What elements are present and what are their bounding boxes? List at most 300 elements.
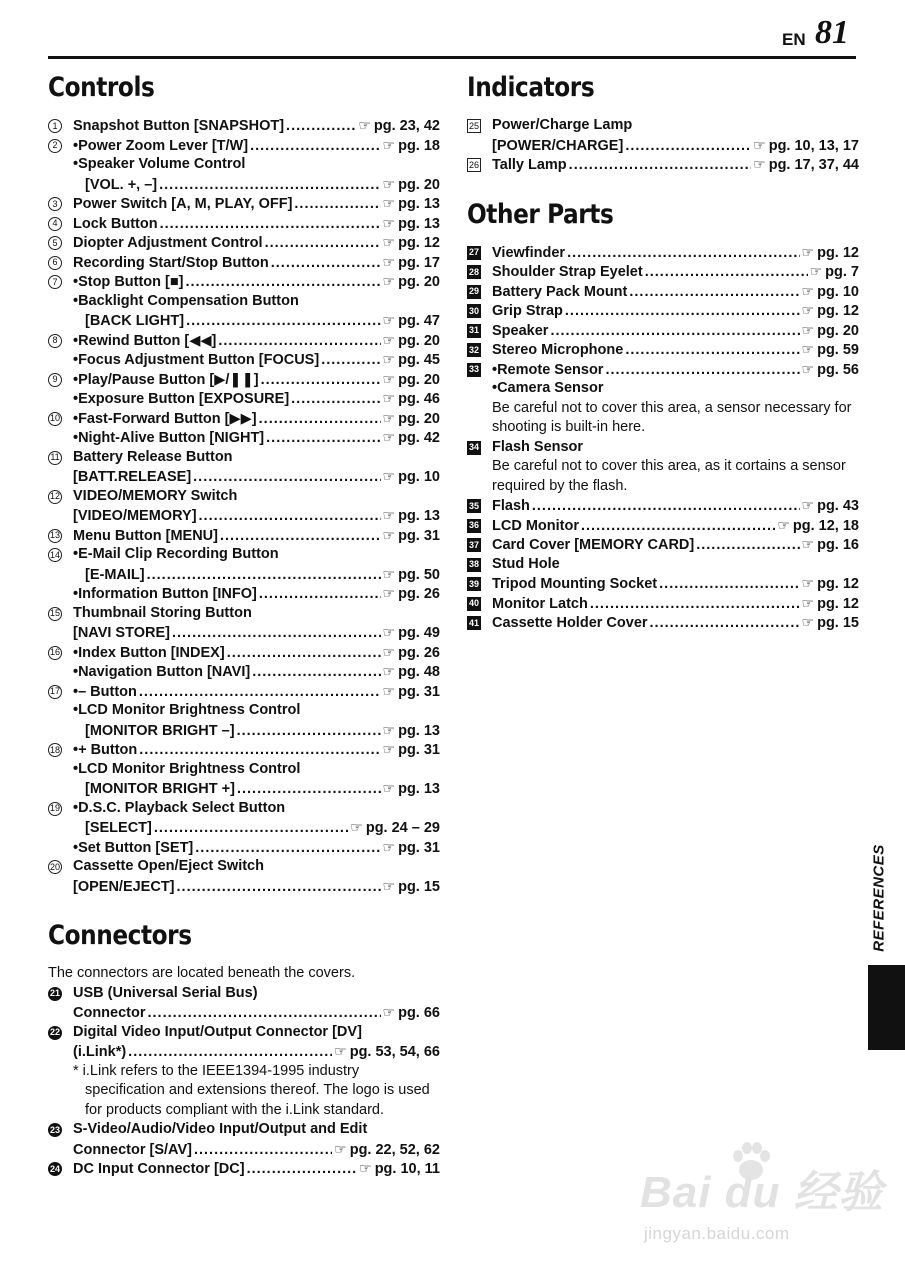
item-row <box>73 565 440 585</box>
item-label-row <box>73 1120 440 1140</box>
item-label: Speaker <box>492 322 549 339</box>
leader-dots <box>291 390 380 410</box>
leader-dots <box>237 722 381 742</box>
leader-dots <box>565 302 800 322</box>
list-item <box>467 613 859 633</box>
leader-dots <box>194 1141 332 1161</box>
item-label: •LCD Monitor Brightness Control <box>73 760 301 777</box>
item-number-marker: 30 <box>467 304 481 318</box>
item-label-row <box>73 701 440 721</box>
item-label: •Camera Sensor <box>492 380 604 396</box>
item-label: Battery Pack Mount <box>492 283 628 300</box>
list-item <box>467 282 859 302</box>
page-reference <box>802 321 859 342</box>
pointing-hand-icon: ☞ <box>382 643 396 660</box>
item-label: •Focus Adjustment Button [FOCUS] <box>73 352 320 368</box>
item-row <box>73 838 440 858</box>
list-item <box>467 535 859 555</box>
item-label: [SELECT] <box>85 820 152 836</box>
item-label: DC Input Connector [DC] <box>73 1161 245 1177</box>
pointing-hand-icon: ☞ <box>809 263 823 279</box>
page-reference <box>358 116 440 137</box>
page-reference-text: pg. 31 <box>398 683 440 700</box>
leader-dots <box>625 137 751 157</box>
pointing-hand-icon: ☞ <box>382 214 396 231</box>
item-row <box>73 740 440 760</box>
page-reference <box>802 301 859 322</box>
page-reference-text: pg. 10, 11 <box>374 1161 440 1177</box>
item-description: Be careful not to cover this area, a sensor necessary for shooting is built-in here. <box>492 399 852 435</box>
leader-dots <box>186 312 380 332</box>
item-label: Cassette Holder Cover <box>492 615 648 631</box>
item-label: Connector [S/AV] <box>73 1141 192 1158</box>
page-reference-text: pg. 49 <box>398 625 440 641</box>
other-parts-heading: Other Parts <box>467 198 614 230</box>
leader-dots <box>159 176 380 196</box>
leader-dots <box>147 566 381 586</box>
leader-dots <box>286 117 356 137</box>
item-row <box>73 506 440 526</box>
item-label: Digital Video Input/Output Connector [DV] <box>73 1023 362 1040</box>
references-label-text: REFERENCES <box>870 844 888 952</box>
page-reference-text: pg. 15 <box>817 615 859 631</box>
pointing-hand-icon: ☞ <box>382 370 396 387</box>
right-column <box>467 66 859 633</box>
item-label-row <box>492 555 859 575</box>
pointing-hand-icon: ☞ <box>382 565 396 582</box>
page-reference <box>383 740 440 761</box>
page-reference <box>383 389 440 410</box>
leader-dots <box>195 839 380 859</box>
page-reference <box>753 155 859 176</box>
page-reference <box>802 496 859 517</box>
pointing-hand-icon: ☞ <box>382 409 396 426</box>
list-item <box>48 1159 440 1179</box>
connectors-list <box>48 984 440 1179</box>
page-reference <box>383 662 440 683</box>
item-label-row <box>492 116 859 136</box>
item-row <box>73 233 440 253</box>
list-item <box>48 545 440 604</box>
item-label: Grip Strap <box>492 303 563 319</box>
item-label: •– Button <box>73 683 137 700</box>
leader-dots <box>625 341 799 361</box>
leader-dots <box>139 683 381 703</box>
page-reference-text: pg. 50 <box>398 566 440 583</box>
list-item <box>48 604 440 643</box>
pointing-hand-icon: ☞ <box>382 331 396 348</box>
page-reference-text: pg. 26 <box>398 586 440 602</box>
pointing-hand-icon: ☞ <box>801 321 815 338</box>
item-label-row <box>73 448 440 468</box>
list-item <box>48 526 440 546</box>
leader-dots <box>645 263 808 283</box>
page-reference <box>383 233 440 254</box>
item-number-marker: 1 <box>48 119 62 133</box>
list-item <box>48 487 440 526</box>
pointing-hand-icon: ☞ <box>777 516 790 533</box>
item-number-marker: 41 <box>467 616 481 630</box>
leader-dots <box>139 741 380 761</box>
item-row <box>73 526 440 546</box>
item-label-row <box>492 438 859 458</box>
page-reference-text: pg. 16 <box>817 537 859 553</box>
page-reference <box>383 877 440 898</box>
pointing-hand-icon: ☞ <box>801 282 815 299</box>
page-reference <box>383 194 440 215</box>
list-item <box>48 409 440 448</box>
item-label-row <box>73 1023 440 1043</box>
page-reference <box>810 262 859 283</box>
list-item <box>48 643 440 682</box>
page-reference <box>383 428 440 449</box>
watermark-logo: Bai du 经验 <box>640 1168 884 1217</box>
page-reference-text: pg. 45 <box>398 352 440 368</box>
page-reference <box>383 643 440 664</box>
item-label-row <box>73 984 440 1004</box>
leader-dots <box>259 410 381 430</box>
leader-dots <box>193 468 380 488</box>
item-description: Be careful not to cover this area, as it cortains a sensor required by the flash. <box>492 458 846 494</box>
item-row <box>492 535 859 555</box>
item-label: Monitor Latch <box>492 595 588 612</box>
list-item <box>467 516 859 536</box>
item-label-row <box>73 155 440 175</box>
page-reference-text: pg. 20 <box>398 371 440 388</box>
pointing-hand-icon: ☞ <box>801 341 815 357</box>
item-row <box>492 496 859 516</box>
item-number-marker: 6 <box>48 256 62 270</box>
page-reference-text: pg. 7 <box>825 264 859 280</box>
item-number-marker: 19 <box>48 802 62 816</box>
pointing-hand-icon: ☞ <box>382 663 396 679</box>
item-number-marker: 32 <box>467 343 481 357</box>
page-reference <box>383 350 440 371</box>
pointing-hand-icon: ☞ <box>801 536 815 552</box>
page-reference <box>777 516 859 537</box>
list-item <box>48 370 440 409</box>
page-reference <box>383 838 440 859</box>
watermark-url: jingyan.baidu.com <box>644 1224 790 1243</box>
page-reference <box>802 360 859 381</box>
item-label: Stereo Microphone <box>492 342 624 358</box>
page-reference-text: pg. 31 <box>398 839 440 856</box>
pointing-hand-icon: ☞ <box>801 614 815 630</box>
page-reference <box>802 340 859 361</box>
item-number-marker: 14 <box>48 548 62 562</box>
list-item <box>48 116 440 136</box>
pointing-hand-icon: ☞ <box>350 819 363 835</box>
page-reference-text: pg. 10, 13, 17 <box>768 137 859 154</box>
item-number-marker: 13 <box>48 529 62 543</box>
list-item <box>48 272 440 331</box>
language-label: EN <box>782 30 806 49</box>
item-number-marker: 31 <box>467 324 481 338</box>
leader-dots <box>227 644 381 664</box>
leader-dots <box>172 624 381 644</box>
pointing-hand-icon: ☞ <box>358 117 371 133</box>
leader-dots <box>650 614 800 634</box>
page-reference <box>383 779 440 800</box>
item-number-marker: 8 <box>48 334 62 348</box>
item-number-marker: 39 <box>467 577 481 591</box>
page-reference-text: pg. 48 <box>398 664 440 680</box>
item-row <box>492 321 859 341</box>
pointing-hand-icon: ☞ <box>382 234 396 250</box>
leader-dots <box>532 497 800 517</box>
page-reference <box>383 526 440 547</box>
item-row <box>73 1042 440 1062</box>
item-label: Menu Button [MENU] <box>73 527 218 544</box>
item-number-marker: 16 <box>48 646 62 660</box>
item-label: •Set Button [SET] <box>73 839 194 856</box>
page-reference-text: pg. 18 <box>398 137 440 154</box>
header-rule <box>48 56 856 59</box>
item-label: [E-MAIL] <box>85 566 145 583</box>
pointing-hand-icon: ☞ <box>382 741 396 757</box>
page-reference-text: pg. 43 <box>817 498 859 514</box>
item-number-marker: 29 <box>467 285 481 299</box>
page-reference-text: pg. 66 <box>398 1005 440 1021</box>
item-label: •LCD Monitor Brightness Control <box>73 702 301 718</box>
item-number-marker: 9 <box>48 373 62 387</box>
leader-dots <box>659 575 799 595</box>
item-label-row <box>73 487 440 507</box>
item-label: [BATT.RELEASE] <box>73 469 192 485</box>
page-reference <box>383 1003 440 1024</box>
item-label: S-Video/Audio/Video Input/Output and Edit <box>73 1121 368 1137</box>
item-row <box>73 136 440 156</box>
item-label: Power/Charge Lamp <box>492 117 633 133</box>
item-row <box>492 574 859 594</box>
page-reference-text: pg. 42 <box>398 430 440 446</box>
item-row <box>73 331 440 351</box>
pointing-hand-icon: ☞ <box>382 585 396 601</box>
item-number-marker: 22 <box>48 1026 62 1040</box>
item-label: Shoulder Strap Eyelet <box>492 264 643 280</box>
page-reference-text: pg. 10 <box>398 469 440 485</box>
references-tab <box>868 965 905 1050</box>
pointing-hand-icon: ☞ <box>359 1160 372 1176</box>
item-row <box>492 594 859 614</box>
pointing-hand-icon: ☞ <box>382 838 396 855</box>
page-reference-text: pg. 20 <box>398 274 440 290</box>
item-row <box>73 623 440 643</box>
item-row <box>492 360 859 380</box>
item-label: Tally Lamp <box>492 157 567 173</box>
item-number-marker: 17 <box>48 685 62 699</box>
leader-dots <box>252 663 380 683</box>
item-label: Stud Hole <box>492 555 560 572</box>
item-number-marker: 4 <box>48 217 62 231</box>
page-reference-text: pg. 13 <box>398 508 440 524</box>
list-item <box>48 194 440 214</box>
page-reference-text: pg. 56 <box>817 361 859 378</box>
item-number-marker: 26 <box>467 158 481 172</box>
page-reference <box>334 1140 440 1161</box>
page-header <box>0 0 905 62</box>
controls-section-title <box>48 66 440 116</box>
page-reference <box>802 243 859 264</box>
pointing-hand-icon: ☞ <box>334 1043 347 1059</box>
item-row <box>492 613 859 633</box>
item-row <box>73 643 440 663</box>
list-item <box>48 984 440 1023</box>
page-reference <box>383 467 440 488</box>
leader-dots <box>160 215 381 235</box>
page-reference <box>383 253 440 274</box>
controls-heading: Controls <box>48 72 155 103</box>
item-label: LCD Monitor <box>492 517 579 534</box>
item-label-row <box>73 604 440 624</box>
leader-dots <box>261 371 381 391</box>
page-reference-text: pg. 12, 18 <box>792 517 859 534</box>
item-number-marker: 18 <box>48 743 62 757</box>
item-number-marker: 11 <box>48 451 62 465</box>
item-row <box>73 175 440 195</box>
item-label: •Speaker Volume Control <box>73 156 246 172</box>
item-number-marker: 35 <box>467 499 481 513</box>
page-reference <box>383 214 440 235</box>
page-reference-text: pg. 26 <box>398 644 440 661</box>
page-reference-text: pg. 46 <box>398 391 440 407</box>
leader-dots <box>218 332 380 352</box>
item-label: •Rewind Button [◀◀] <box>73 332 217 349</box>
list-item <box>467 555 859 575</box>
pointing-hand-icon: ☞ <box>382 195 396 211</box>
controls-list <box>48 116 440 896</box>
connectors-section-title <box>48 914 440 964</box>
item-row <box>492 262 859 282</box>
item-row <box>492 301 859 321</box>
item-label: Recording Start/Stop Button <box>73 254 269 271</box>
item-number-marker: 2 <box>48 139 62 153</box>
list-item <box>467 262 859 282</box>
page-reference-text: pg. 13 <box>398 215 440 232</box>
item-label: Flash <box>492 498 530 514</box>
item-number-marker: 5 <box>48 236 62 250</box>
item-row <box>73 428 440 448</box>
pointing-hand-icon: ☞ <box>382 1004 396 1020</box>
leader-dots <box>605 361 799 381</box>
page-reference <box>802 535 859 556</box>
page-reference <box>802 282 859 303</box>
leader-dots <box>581 517 775 537</box>
item-row <box>492 136 859 156</box>
list-item <box>467 243 859 263</box>
other-parts-section-title <box>467 193 859 243</box>
item-number-marker: 3 <box>48 197 62 211</box>
other-parts-list <box>467 243 859 633</box>
page-reference <box>802 613 859 634</box>
item-number-marker: 38 <box>467 558 481 572</box>
page-reference-text: pg. 17 <box>398 254 440 271</box>
page-reference-text: pg. 17, 37, 44 <box>768 157 859 173</box>
pointing-hand-icon: ☞ <box>382 175 396 192</box>
item-label: •Information Button [INFO] <box>73 586 257 602</box>
item-label: •Index Button [INDEX] <box>73 644 225 661</box>
item-row <box>73 779 440 799</box>
item-number-marker: 12 <box>48 490 62 504</box>
page-reference-text: pg. 15 <box>398 878 440 895</box>
page-reference <box>753 136 859 157</box>
pointing-hand-icon: ☞ <box>801 594 815 611</box>
pointing-hand-icon: ☞ <box>334 1140 347 1157</box>
item-number-marker: 36 <box>467 519 481 533</box>
list-item <box>48 799 440 858</box>
pointing-hand-icon: ☞ <box>801 360 815 377</box>
list-item <box>48 1023 440 1121</box>
left-column <box>48 66 440 1179</box>
item-label: Card Cover [MEMORY CARD] <box>492 537 695 553</box>
item-number-marker: 21 <box>48 987 62 1001</box>
leader-dots <box>220 527 381 547</box>
leader-dots <box>199 507 381 527</box>
pointing-hand-icon: ☞ <box>753 156 766 172</box>
item-row <box>73 721 440 741</box>
item-label: Snapshot Button [SNAPSHOT] <box>73 118 285 134</box>
indicators-section-title <box>467 66 859 116</box>
item-number-marker: 20 <box>48 860 62 874</box>
item-row <box>73 311 440 331</box>
page-reference-text: pg. 31 <box>398 527 440 544</box>
page-reference <box>383 721 440 742</box>
page-reference <box>383 506 440 527</box>
item-label: Battery Release Button <box>73 448 233 465</box>
item-label: Viewfinder <box>492 244 566 261</box>
list-item <box>48 857 440 896</box>
item-label-row <box>73 545 440 565</box>
item-row <box>73 194 440 214</box>
list-item <box>48 740 440 799</box>
item-label: •E-Mail Clip Recording Button <box>73 546 279 562</box>
page-number: 81 <box>815 14 849 51</box>
pointing-hand-icon: ☞ <box>382 390 396 406</box>
leader-dots <box>247 1160 358 1180</box>
item-number-marker: 33 <box>467 363 481 377</box>
list-item <box>48 136 440 195</box>
pointing-hand-icon: ☞ <box>801 302 815 318</box>
item-row <box>73 818 440 838</box>
item-row <box>73 389 440 409</box>
item-label: •Stop Button [■] <box>73 274 184 290</box>
pointing-hand-icon: ☞ <box>382 253 396 270</box>
item-label: Flash Sensor <box>492 438 584 455</box>
item-row <box>73 1140 440 1160</box>
item-label: Connector <box>73 1005 146 1021</box>
item-label: [MONITOR BRIGHT +] <box>85 781 235 797</box>
item-number-marker: 25 <box>467 119 481 133</box>
page-reference-text: pg. 24 – 29 <box>365 820 440 836</box>
list-item <box>467 301 859 321</box>
leader-dots <box>567 244 799 264</box>
page-reference <box>383 136 440 157</box>
item-label: [VIDEO/MEMORY] <box>73 508 197 524</box>
item-label: Lock Button <box>73 215 158 232</box>
item-label: •Navigation Button [NAVI] <box>73 664 251 680</box>
leader-dots <box>265 234 381 254</box>
item-number-marker: 40 <box>467 597 481 611</box>
list-item <box>467 155 859 175</box>
item-row <box>73 272 440 292</box>
item-label: •Power Zoom Lever [T/W] <box>73 137 249 154</box>
item-label-row <box>492 379 859 399</box>
pointing-hand-icon: ☞ <box>382 468 396 484</box>
list-item <box>467 340 859 360</box>
item-row <box>73 350 440 370</box>
connectors-intro: The connectors are located beneath the covers. <box>48 965 356 981</box>
item-row <box>73 116 440 136</box>
